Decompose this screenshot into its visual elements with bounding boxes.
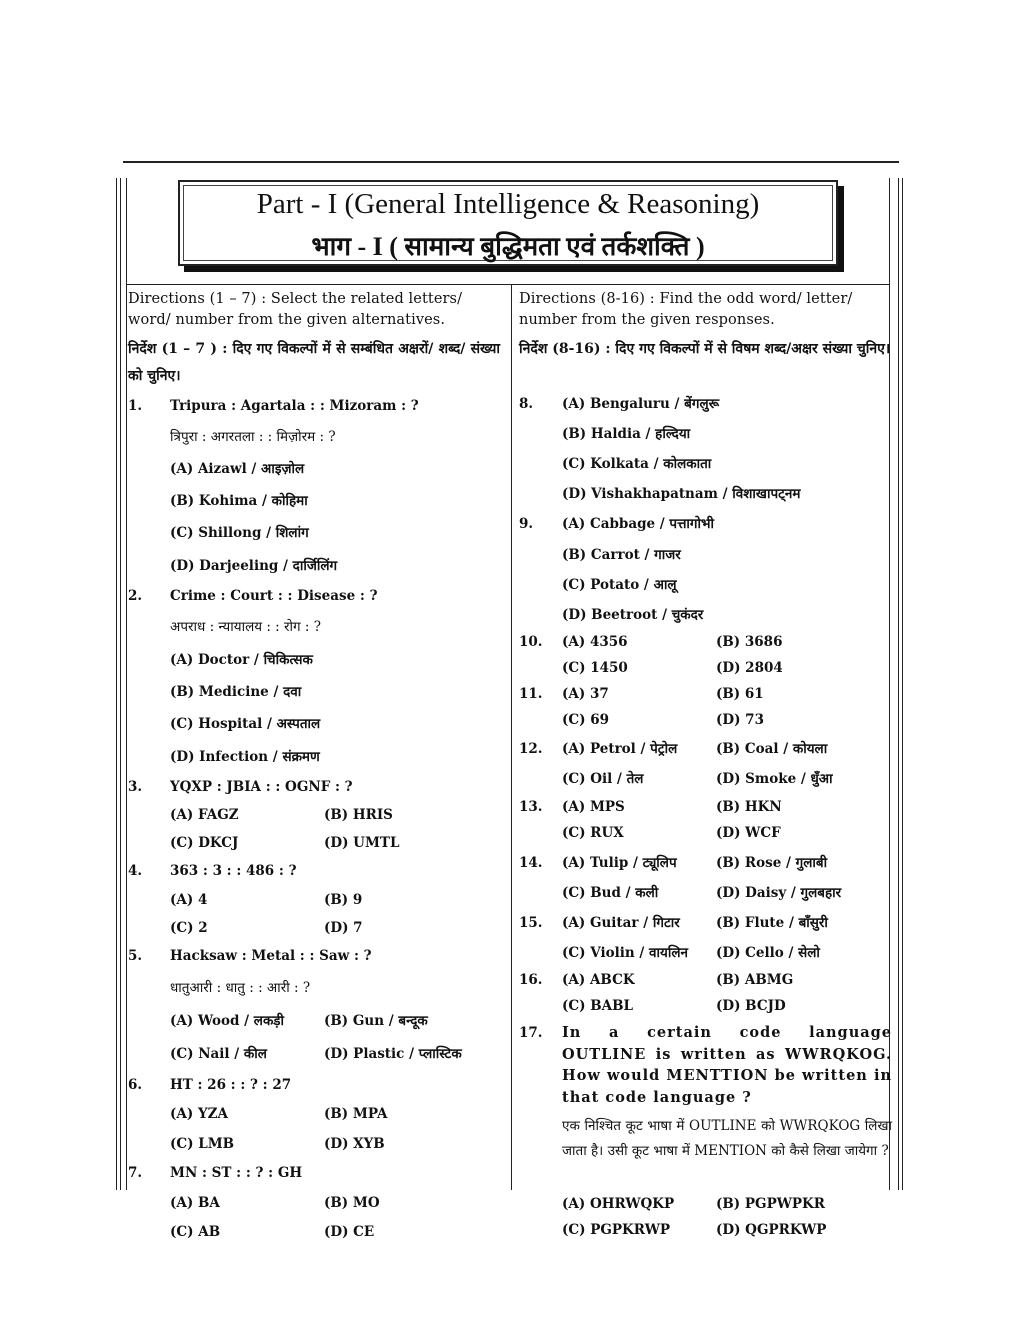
border-left-col xyxy=(126,178,127,1190)
option-d[interactable]: (D) BCJD xyxy=(716,998,786,1014)
option-a[interactable]: (A) Guitar / गिटार xyxy=(562,915,680,931)
question-number: 16. xyxy=(519,972,543,988)
section-title-en: Part - I (General Intelligence & Reasoning) xyxy=(256,188,760,220)
question-number: 13. xyxy=(519,799,543,815)
option-a[interactable]: (A) 4356 xyxy=(562,634,628,650)
question-number: 4. xyxy=(128,863,143,879)
question-text-hi: त्रिपुरा : अगरतला : : मिज़ोरम : ? xyxy=(170,429,336,445)
option-a[interactable]: (A) BA xyxy=(170,1195,220,1211)
option-d[interactable]: (D) Smoke / धुँआ xyxy=(716,771,833,787)
option-c[interactable]: (C) Kolkata / कोलकाता xyxy=(562,456,712,472)
option-c[interactable]: (C) DKCJ xyxy=(170,835,239,851)
directions-right-en: Directions (8-16) : Find the odd word/ letter/ number from the given responses. xyxy=(519,291,853,328)
question-text: YQXP : JBIA : : OGNF : ? xyxy=(170,779,353,795)
border-right-inner xyxy=(902,178,903,1190)
question-number: 11. xyxy=(519,686,543,702)
option-c[interactable]: (C) LMB xyxy=(170,1136,235,1152)
option-a[interactable]: (A) 4 xyxy=(170,892,208,908)
option-b[interactable]: (B) Haldia / हल्दिया xyxy=(562,426,691,442)
option-d[interactable]: (D) CE xyxy=(324,1224,375,1240)
option-d[interactable]: (D) 73 xyxy=(716,712,764,728)
option-b[interactable]: (B) ABMG xyxy=(716,972,794,988)
question-number: 14. xyxy=(519,855,543,871)
option-b[interactable]: (B) Rose / गुलाबी xyxy=(716,855,828,871)
directions-left-en: Directions (1 – 7) : Select the related letters/ word/ number from the given alternatives. xyxy=(128,291,463,328)
question-number: 10. xyxy=(519,634,543,650)
question-number: 3. xyxy=(128,779,143,795)
option-b[interactable]: (B) Coal / कोयला xyxy=(716,741,828,757)
option-a[interactable]: (A) Wood / लकड़ी xyxy=(170,1013,285,1029)
option-d[interactable]: (D) XYB xyxy=(324,1136,385,1152)
question-text: 363 : 3 : : 486 : ? xyxy=(170,863,297,879)
question-number: 6. xyxy=(128,1077,143,1093)
section-header-box xyxy=(178,180,838,266)
option-d[interactable]: (D) QGPRKWP xyxy=(716,1222,827,1238)
option-b[interactable]: (B) HRIS xyxy=(324,807,393,823)
question-text-hi: अपराध : न्यायालय : : रोग : ? xyxy=(170,619,322,635)
option-c[interactable]: (C) Oil / तेल xyxy=(562,771,644,787)
option-d[interactable]: (D) Infection / संक्रमण xyxy=(170,749,320,765)
directions-right-hi: निर्देश (8-16) : दिए गए विकल्पों में से विषम शब्द/अक्षर संख्या चुनिए। xyxy=(519,341,891,357)
option-c[interactable]: (C) Shillong / शिलांग xyxy=(170,525,309,541)
option-a[interactable]: (A) YZA xyxy=(170,1106,228,1122)
option-b[interactable]: (B) MPA xyxy=(324,1106,388,1122)
option-d[interactable]: (D) Plastic / प्लास्टिक xyxy=(324,1046,462,1062)
option-b[interactable]: (B) Flute / बाँसुरी xyxy=(716,915,828,931)
option-b[interactable]: (B) 61 xyxy=(716,686,764,702)
option-b[interactable]: (B) HKN xyxy=(716,799,782,815)
option-a[interactable]: (A) 37 xyxy=(562,686,609,702)
option-d[interactable]: (D) UMTL xyxy=(324,835,400,851)
question-number: 15. xyxy=(519,915,543,931)
option-d[interactable]: (D) 7 xyxy=(324,920,363,936)
option-d[interactable]: (D) Darjeeling / दार्जिलिंग xyxy=(170,558,338,574)
option-a[interactable]: (A) OHRWQKP xyxy=(562,1196,675,1212)
question-number: 9. xyxy=(519,516,534,532)
question-text: Tripura : Agartala : : Mizoram : ? xyxy=(170,398,419,414)
question-text: Crime : Court : : Disease : ? xyxy=(170,588,378,604)
section-title-hi: भाग - I ( सामान्य बुद्धिमता एवं तर्कशक्ति ) xyxy=(311,232,705,261)
option-c[interactable]: (C) 69 xyxy=(562,712,610,728)
option-b[interactable]: (B) Kohima / कोहिमा xyxy=(170,493,308,509)
top-rule xyxy=(123,161,899,163)
option-a[interactable]: (A) Petrol / पेट्रोल xyxy=(562,741,678,757)
option-a[interactable]: (A) Doctor / चिकित्सक xyxy=(170,652,313,668)
question-number: 8. xyxy=(519,396,534,412)
question-number: 7. xyxy=(128,1165,143,1181)
option-c[interactable]: (C) 2 xyxy=(170,920,208,936)
option-a[interactable]: (A) Cabbage / पत्तागोभी xyxy=(562,516,715,532)
question-text: HT : 26 : : ? : 27 xyxy=(170,1077,292,1093)
option-a[interactable]: (A) Tulip / ट्यूलिप xyxy=(562,855,677,871)
border-left-inner xyxy=(120,178,121,1190)
question-number: 12. xyxy=(519,741,543,757)
option-d[interactable]: (D) Vishakhapatnam / विशाखापट्नम xyxy=(562,486,801,502)
option-c[interactable]: (C) Bud / कली xyxy=(562,885,659,901)
question-number: 17. xyxy=(519,1025,543,1041)
option-c[interactable]: (C) 1450 xyxy=(562,660,628,676)
option-c[interactable]: (C) RUX xyxy=(562,825,624,841)
option-c[interactable]: (C) Potato / आलू xyxy=(562,577,677,593)
question-number: 5. xyxy=(128,948,143,964)
question-text: Hacksaw : Metal : : Saw : ? xyxy=(170,948,372,964)
option-d[interactable]: (D) Beetroot / चुकंदर xyxy=(562,607,704,623)
option-c[interactable]: (C) Hospital / अस्पताल xyxy=(170,716,321,732)
option-b[interactable]: (B) MO xyxy=(324,1195,380,1211)
option-a[interactable]: (A) ABCK xyxy=(562,972,635,988)
option-d[interactable]: (D) 2804 xyxy=(716,660,783,676)
option-b[interactable]: (B) PGPWPKR xyxy=(716,1196,825,1212)
question-number: 2. xyxy=(128,588,143,604)
option-b[interactable]: (B) 9 xyxy=(324,892,363,908)
option-b[interactable]: (B) Medicine / दवा xyxy=(170,684,302,700)
question-text-hi: एक निश्चित कूट भाषा में OUTLINE को WWRQKOG लिखा जाता है। उसी कूट भाषा में MENTION को कैसे लिखा जायेगा ? xyxy=(562,1118,892,1159)
option-c[interactable]: (C) Violin / वायलिन xyxy=(562,945,688,961)
question-text: MN : ST : : ? : GH xyxy=(170,1165,303,1181)
option-d[interactable]: (D) Daisy / गुलबहार xyxy=(716,885,842,901)
option-c[interactable]: (C) AB xyxy=(170,1224,221,1240)
option-a[interactable]: (A) FAGZ xyxy=(170,807,239,823)
option-a[interactable]: (A) MPS xyxy=(562,799,625,815)
column-divider xyxy=(511,284,512,1190)
border-left-outer xyxy=(116,178,117,1190)
question-text: In a certain code language OUTLINE is written as WWRQKOG. How would MENTTION be written in that code language ? xyxy=(562,1024,892,1106)
option-d[interactable]: (D) Cello / सेलो xyxy=(716,945,820,961)
option-c[interactable]: (C) BABL xyxy=(562,998,634,1014)
option-d[interactable]: (D) WCF xyxy=(716,825,781,841)
option-c[interactable]: (C) Nail / कील xyxy=(170,1046,267,1062)
option-a[interactable]: (A) Bengaluru / बेंगलुरू xyxy=(562,396,720,412)
question-text-hi: धातुआरी : धातु : : आरी : ? xyxy=(170,980,311,996)
option-a[interactable]: (A) Aizawl / आइज़ोल xyxy=(170,461,305,477)
directions-left-hi: निर्देश (1 – 7 ) : दिए गए विकल्पों में से सम्बंधित अक्षरों/ शब्द/ संख्या को चुनिए। xyxy=(128,341,500,384)
option-b[interactable]: (B) 3686 xyxy=(716,634,783,650)
option-b[interactable]: (B) Carrot / गाजर xyxy=(562,547,681,563)
question-number: 1. xyxy=(128,398,143,414)
border-right-outer xyxy=(898,178,899,1190)
option-c[interactable]: (C) PGPKRWP xyxy=(562,1222,671,1238)
header-divider xyxy=(126,284,890,285)
option-b[interactable]: (B) Gun / बन्दूक xyxy=(324,1013,428,1029)
